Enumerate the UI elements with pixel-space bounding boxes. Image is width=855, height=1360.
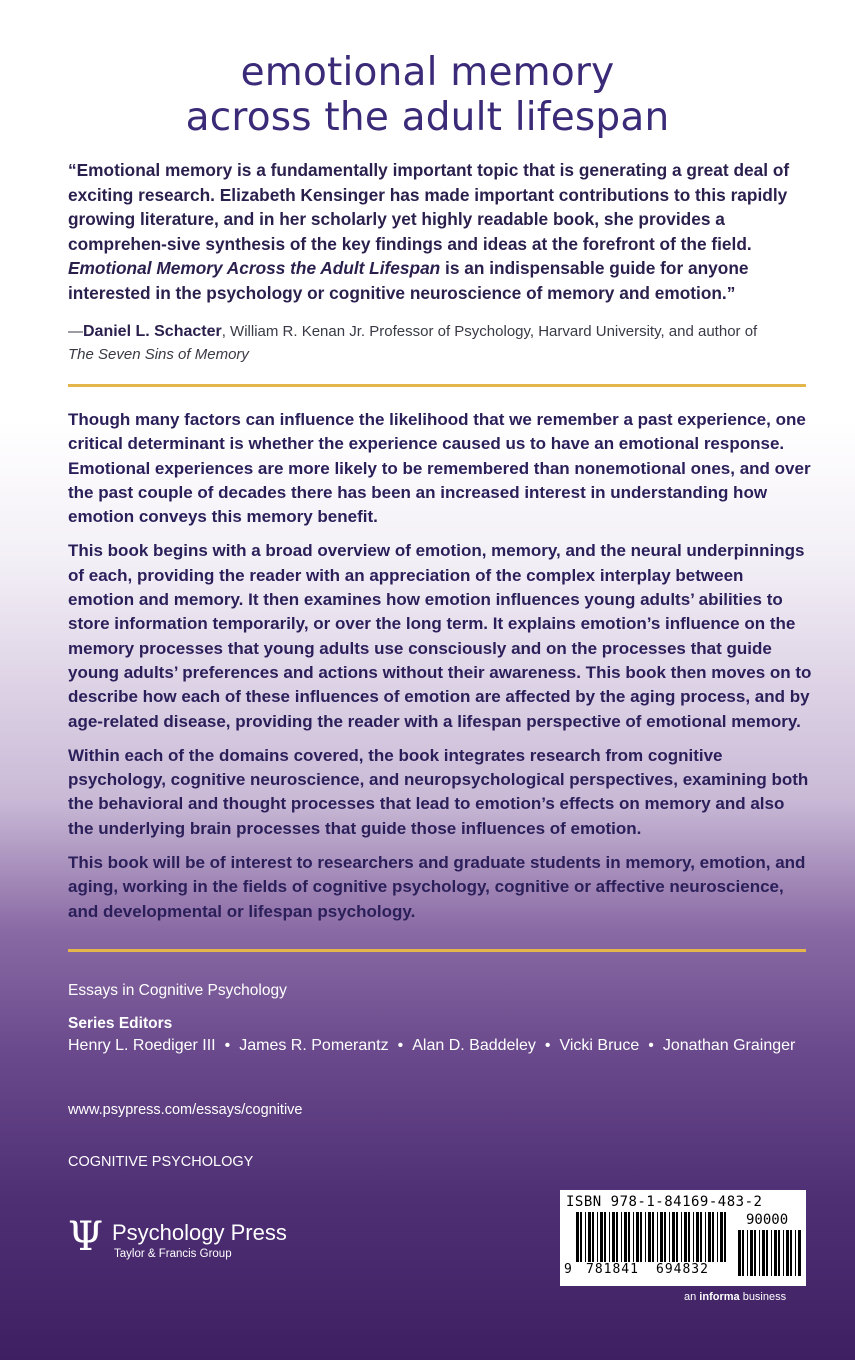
barcode-digits-group1: 781841 [586, 1262, 639, 1277]
quote-book-title: Emotional Memory Across the Adult Lifespan [68, 258, 441, 278]
barcode-bar [747, 1230, 748, 1276]
attribution-book: The Seven Sins of Memory [68, 346, 249, 363]
barcode-bar [648, 1212, 651, 1262]
psi-icon: Ψ [68, 1214, 104, 1260]
series-editors-list [68, 1037, 795, 1055]
barcode-bar [783, 1230, 784, 1276]
barcode-bar [681, 1212, 682, 1262]
barcode-bar [738, 1230, 741, 1276]
barcode-digits-group2: 694832 [656, 1262, 709, 1277]
attribution-desc: , William R. Kenan Jr. Professor of Psychology, Harvard University, and author of [221, 323, 758, 340]
description-paragraph: This book begins with a broad overview of emotion, memory, and the neural underpinnings of each, providing the reader with an appreciation of the complex interplay between emotion and memory. It then examines how emotion influences young adults’ abilities to store information temporarily, or over the long term. It explains emotion’s influence on the memory processes that young adults use consciously and on the processes that guide young adults’ preferences and actions without their awareness. This book then moves on to describe how each of these influences of emotion are affected by the aging process, and by age-related disease, providing the reader with a lifespan perspective of emotional memory. [68, 541, 812, 731]
divider-top [68, 384, 806, 387]
barcode-bar [798, 1230, 801, 1276]
bullet-separator: • [648, 1037, 654, 1054]
barcode-bar [621, 1212, 622, 1262]
barcode-bar [624, 1212, 627, 1262]
barcode-bar [633, 1212, 634, 1262]
barcode-bar [762, 1230, 765, 1276]
barcode-bar [712, 1212, 714, 1262]
barcode-bar [609, 1212, 610, 1262]
informa-brand: informa [699, 1291, 740, 1303]
description [68, 408, 813, 934]
editor-name: Henry L. Roediger III [68, 1037, 216, 1054]
series-editors-label: Series Editors [68, 1015, 173, 1032]
quote-part-1: “Emotional memory is a fundamentally important topic that is generating a great deal of exciting research. Elizabeth Kensinger has made important contributions to this rapidly growing literature, and in her scholarly yet highly readable book, she provides a comprehen-sive synthesis of the key findings and ideas at the forefront of the field. [68, 160, 790, 254]
barcode-bar [669, 1212, 670, 1262]
barcode-digit-first: 9 [564, 1262, 572, 1277]
barcode-bar [585, 1212, 586, 1262]
divider-bottom [68, 949, 806, 952]
barcode-bar [604, 1212, 606, 1262]
barcode-bar [672, 1212, 675, 1262]
quote-attribution [68, 320, 828, 366]
description-paragraph: Though many factors can influence the likelihood that we remember a past experience, one critical determinant is whether the experience caused us to have an emotional response. Emotional experiences are more likely to be remembered than nonemotional ones, and over the past couple of decades there has been an increased interest in understanding how emotion conveys this memory benefit. [68, 410, 811, 527]
barcode-bar [645, 1212, 646, 1262]
series-name: Essays in Cognitive Psychology [68, 982, 287, 999]
barcode-bar [693, 1212, 694, 1262]
endorsement-quote [68, 158, 808, 305]
informa-suffix: business [739, 1291, 787, 1303]
barcode-bar [766, 1230, 768, 1276]
barcode-bar [576, 1212, 579, 1262]
barcode-bar [676, 1212, 678, 1262]
barcode-bar [612, 1212, 615, 1262]
editor-name: Vicki Bruce [559, 1037, 640, 1054]
barcode-bar [597, 1212, 598, 1262]
attribution-dash: — [68, 323, 83, 340]
barcode-bar [759, 1230, 760, 1276]
barcode-bar [742, 1230, 744, 1276]
barcode-bar [724, 1212, 726, 1262]
book-title [0, 50, 855, 140]
barcode-bar [652, 1212, 654, 1262]
publisher-name: Psychology Press [112, 1220, 287, 1245]
barcode-bar [616, 1212, 618, 1262]
barcode-bar [592, 1212, 594, 1262]
isbn-barcode [560, 1190, 806, 1286]
barcode-bar [657, 1212, 658, 1262]
publisher-group: Taylor & Francis Group [114, 1248, 232, 1260]
barcode-bar [580, 1212, 582, 1262]
barcode-bar [640, 1212, 642, 1262]
quote-part-2: is an indispensable guide for anyone interested in the psychology or cognitive neuroscience of memory and emotion.” [68, 258, 749, 303]
barcode-bar [708, 1212, 711, 1262]
barcode-bar [717, 1212, 718, 1262]
barcode-bar [600, 1212, 603, 1262]
barcode-bar [705, 1212, 706, 1262]
bullet-separator: • [397, 1037, 404, 1054]
barcode-bar [720, 1212, 723, 1262]
category-label: COGNITIVE PSYCHOLOGY [68, 1154, 254, 1170]
barcode-bar [795, 1230, 796, 1276]
description-paragraph: This book will be of interest to researchers and graduate students in memory, emotion, and aging, working in the fields of cognitive psychology, cognitive or affective neuroscience, and developmental or lifespan psychology. [68, 853, 806, 921]
editor-name: Jonathan Grainger [662, 1037, 796, 1054]
description-paragraph: Within each of the domains covered, the book integrates research from cognitive psychology, cognitive neuroscience, and neuropsychological perspectives, examining both the behavioral and thought processes that lead to emotion’s effects on memory and also the underlying brain processes that guide those influences of emotion. [68, 745, 809, 838]
psychology-press-logo [68, 1214, 328, 1268]
barcode-bar [696, 1212, 699, 1262]
barcode-bar [628, 1212, 630, 1262]
barcode-bar [774, 1230, 777, 1276]
informa-prefix: an [684, 1291, 700, 1303]
title-line-2: across the adult lifespan [185, 95, 670, 140]
informa-business [684, 1291, 786, 1303]
title-line-1: emotional memory [240, 50, 615, 95]
bullet-separator: • [224, 1037, 231, 1054]
barcode-bar [790, 1230, 792, 1276]
barcode-bar [750, 1230, 753, 1276]
editor-name: James R. Pomerantz [239, 1037, 389, 1054]
price-code: 90000 [746, 1212, 789, 1228]
barcode-bar [700, 1212, 702, 1262]
barcode-bar [684, 1212, 687, 1262]
barcode-bar [588, 1212, 591, 1262]
bullet-separator: • [544, 1037, 551, 1054]
isbn-text: ISBN 978-1-84169-483-2 [566, 1194, 763, 1210]
barcode-bar [688, 1212, 690, 1262]
publisher-url: www.psypress.com/essays/cognitive [68, 1102, 303, 1118]
barcode-bar [786, 1230, 789, 1276]
attribution-author: Daniel L. Schacter [83, 323, 222, 340]
barcode-bar [636, 1212, 639, 1262]
barcode-bar [660, 1212, 663, 1262]
barcode-bar [754, 1230, 756, 1276]
barcode-bar [778, 1230, 780, 1276]
barcode-bar [771, 1230, 772, 1276]
barcode-bar [664, 1212, 666, 1262]
editor-name: Alan D. Baddeley [412, 1037, 536, 1054]
